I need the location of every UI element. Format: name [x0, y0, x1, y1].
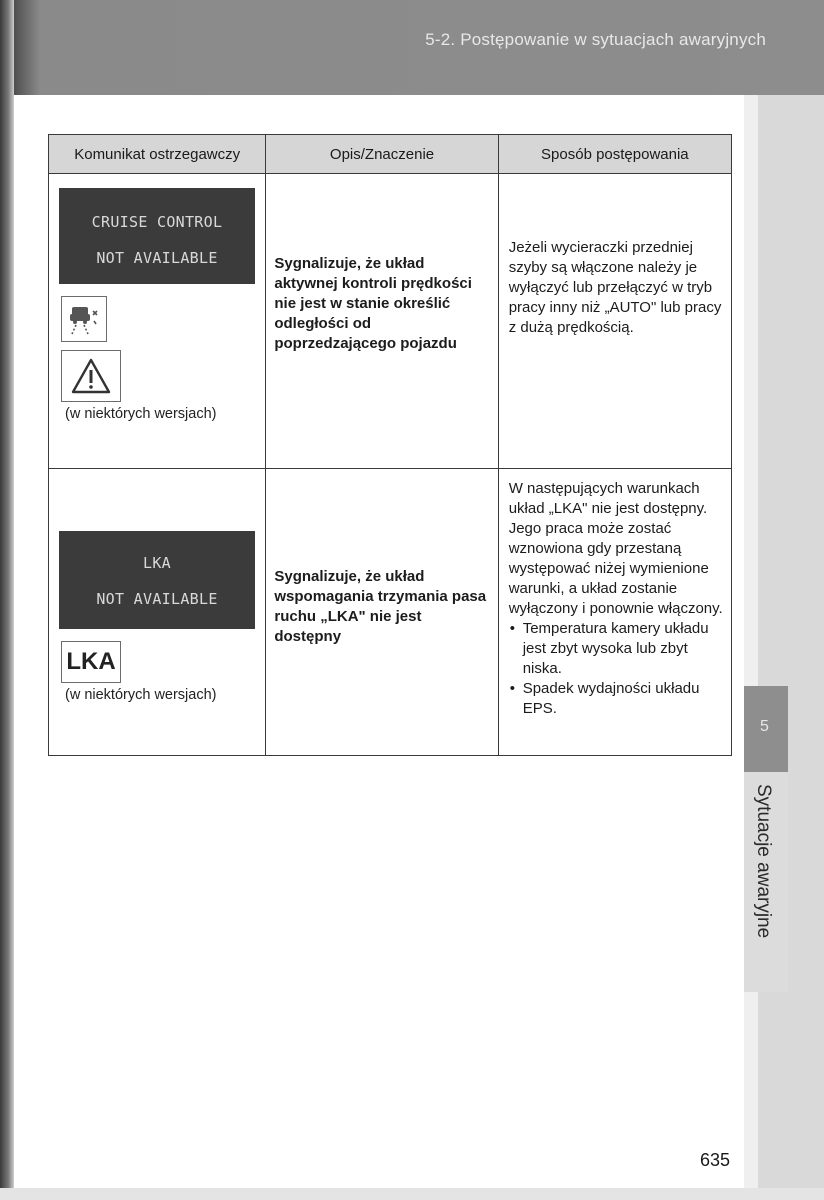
car-radar-icon: [61, 296, 107, 342]
description-cell: [266, 469, 498, 756]
action-cell: [498, 174, 731, 469]
description-cell: [266, 174, 498, 469]
display-line: NOT AVAILABLE: [96, 590, 218, 608]
column-header-message: Komunikat ostrzegawczy: [49, 135, 266, 174]
description-text: Sygnalizuje, że układ wspomagania trzymania pasa ruchu „LKA" nie jest dostępny: [274, 568, 487, 645]
display-line: LKA: [143, 554, 171, 572]
table-header-row: [49, 135, 732, 174]
variant-note: (w niektórych wersjach): [65, 406, 217, 422]
description-text: Sygnalizuje, że układ aktywnej kontroli prędkości nie jest w stanie określić odległości od poprzedzającego pojazdu: [274, 255, 472, 352]
lka-indicator-icon: LKA: [61, 641, 121, 683]
action-bullet-list: [509, 619, 725, 719]
column-header-action: Sposób postępowania: [498, 135, 731, 174]
footer-bar: [0, 1188, 824, 1200]
action-text-block: [509, 479, 725, 719]
cruise-control-display: [59, 188, 255, 284]
warning-messages-table: [48, 134, 732, 756]
message-cell: [49, 174, 266, 469]
page-left-edge: [0, 0, 14, 1200]
display-line: CRUISE CONTROL: [91, 213, 223, 231]
message-cell: [49, 469, 266, 756]
action-text: Jeżeli wycieraczki przedniej szyby są włączone należy je wyłączyć lub przełączyć w tryb pracy inny niż „AUTO" lub pracy z dużą prędkością.: [508, 239, 722, 336]
right-margin-strip-inner: [758, 95, 824, 1200]
variant-note: (w niektórych wersjach): [65, 687, 217, 703]
chapter-label: Sytuacje awaryjne: [753, 784, 774, 939]
lka-display: [59, 531, 255, 629]
table-row: [49, 469, 732, 756]
chapter-number: 5: [760, 718, 769, 735]
table-row: [49, 174, 732, 469]
action-cell: [498, 469, 731, 756]
page-number: 635: [700, 1150, 731, 1170]
list-item: • Temperatura kamery układu jest zbyt wysoka lub zbyt niska.: [509, 619, 725, 679]
action-intro: W następujących warunkach układ „LKA" nie jest dostępny. Jego praca może zostać wznowiona gdy przestaną występować niżej wymienione warunki, a układ zostanie wyłączony i ponownie włączony.: [508, 480, 723, 617]
list-item: • Spadek wydajności układu EPS.: [509, 679, 725, 719]
warning-triangle-icon: [61, 350, 121, 402]
column-header-description: Opis/Znaczenie: [266, 135, 498, 174]
display-line: NOT AVAILABLE: [96, 249, 218, 267]
section-title: 5-2. Postępowanie w sytuacjach awaryjnych: [425, 30, 766, 49]
